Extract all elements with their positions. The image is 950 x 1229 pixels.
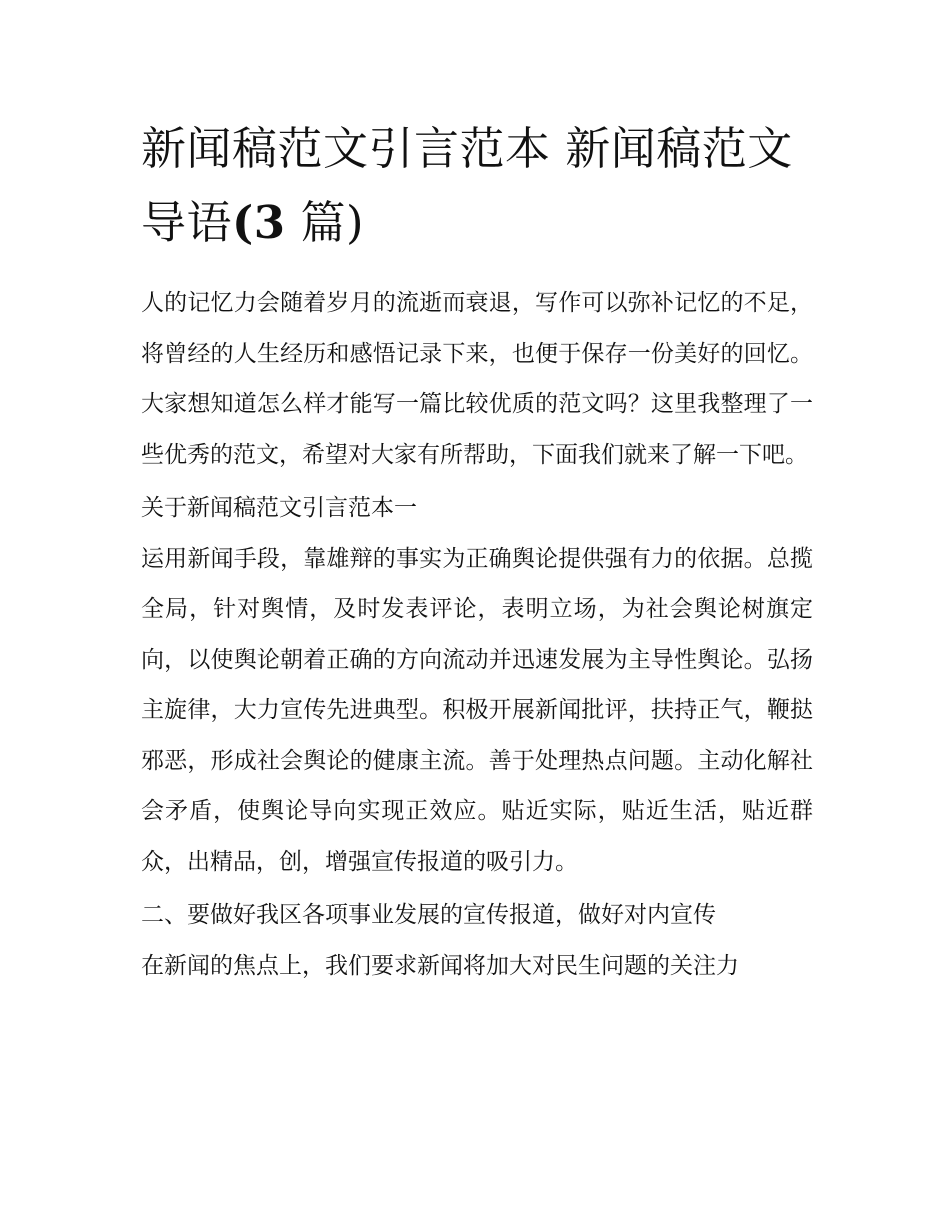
section-heading-2: 二、要做好我区各项事业发展的宣传报道，做好对内宣传 — [141, 902, 716, 928]
document-body — [141, 112, 813, 991]
title-count: (3 — [232, 196, 286, 249]
intro-paragraph: 人的记忆力会随着岁月的流逝而衰退，写作可以弥补记忆的不足，将曾经的人生经历和感悟记录下来，也便于保存一份美好的回忆。大家想知道怎么样才能写一篇比较优质的范文吗？这里我整理了一些优秀的范文，希望对大家有所帮助，下面我们就来了解一下吧。 — [141, 290, 813, 468]
title-suffix: 篇) — [300, 196, 364, 249]
title-text: 新闻稿范文引言范本 新闻稿范文导语 — [141, 122, 793, 249]
document-title — [141, 112, 813, 260]
section-1-paragraph: 运用新闻手段，靠雄辩的事实为正确舆论提供强有力的依据。总揽全局，针对舆情，及时发表评论，表明立场，为社会舆论树旗定向，以使舆论朝着正确的方向流动并迅速发展为主导性舆论。弘扬主旋律，大力宣传先进典型。积极开展新闻批评，扶持正气，鞭挞邪恶，形成社会舆论的健康主流。善于处理热点问题。主动化解社会矛盾，使舆论导向实现正效应。贴近实际，贴近生活，贴近群众，出精品，创，增强宣传报道的吸引力。 — [141, 545, 813, 875]
section-2-paragraph: 在新闻的焦点上，我们要求新闻将加大对民生问题的关注力 — [141, 952, 739, 979]
section-heading-1: 关于新闻稿范文引言范本一 — [141, 495, 417, 521]
